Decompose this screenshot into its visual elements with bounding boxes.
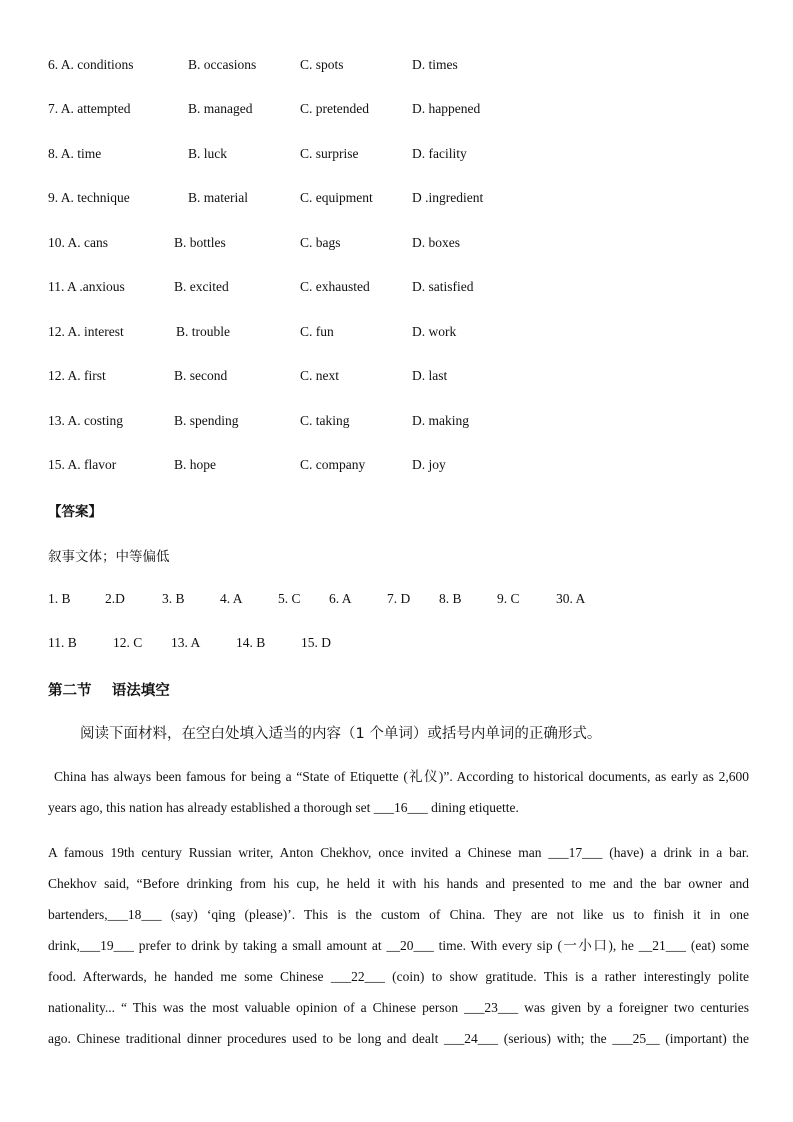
- answer-item: 9. C: [497, 591, 520, 606]
- answer-item: 7. D: [387, 591, 411, 606]
- passage-paragraph-2: [48, 837, 749, 1054]
- option-a: 7. A. attempted: [48, 101, 131, 116]
- option-a: 10. A. cans: [48, 235, 108, 250]
- answer-item: 11. B: [48, 635, 77, 650]
- option-a: 15. A. flavor: [48, 457, 117, 472]
- instruction: 阅读下面材料，在空白处填入适当的内容（1 个单词）或括号内单词的正确形式。: [80, 726, 602, 742]
- option-a: 12. A. interest: [48, 324, 124, 339]
- option-d: D .ingredient: [412, 190, 484, 205]
- option-a: 8. A. time: [48, 146, 102, 161]
- passage-line: ago. Chinese traditional dinner procedures used to be long and dealt ___24___ (serious) with; the ___25__ (important) the: [48, 1031, 749, 1046]
- option-a: 6. A. conditions: [48, 57, 134, 72]
- option-c: C. spots: [300, 57, 344, 72]
- option-b: B. trouble: [176, 324, 230, 339]
- passage-line: food. Afterwards, he handed me some Chinese ___22___ (coin) to show gratitude. This is a rather interestingly polite: [48, 969, 749, 984]
- section-title: 第二节 语法填空: [48, 683, 170, 699]
- option-d: D. boxes: [412, 235, 460, 250]
- option-c: C. bags: [300, 235, 341, 250]
- option-d: D. joy: [412, 457, 446, 472]
- answer-item: 12. C: [113, 635, 143, 650]
- option-d: D. last: [412, 368, 448, 383]
- option-d: D. facility: [412, 146, 467, 161]
- option-c: C. fun: [300, 324, 334, 339]
- option-d: D. happened: [412, 101, 481, 116]
- option-b: B. second: [174, 368, 228, 383]
- passage-line: bartenders,___18___ (say) ‘qing (please)’. This is the custom of China. They are not like us to finish it in one: [48, 907, 749, 922]
- answer-label: 【答案】: [48, 504, 102, 520]
- option-a: 11. A .anxious: [48, 279, 125, 294]
- option-c: C. taking: [300, 413, 350, 428]
- passage-line: Chekhov said, “Before drinking from his cup, he held it with his hands and presented to me and the bar owner and: [48, 876, 749, 891]
- answer-item: 5. C: [278, 591, 301, 606]
- answer-item: 30. A: [556, 591, 586, 606]
- option-b: B. bottles: [174, 235, 226, 250]
- option-b: B. excited: [174, 279, 229, 294]
- answer-item: 2.D: [105, 591, 125, 606]
- option-b: B. material: [188, 190, 248, 205]
- answer-item: 6. A: [329, 591, 352, 606]
- answer-item: 1. B: [48, 591, 71, 606]
- answer-item: 8. B: [439, 591, 462, 606]
- option-b: B. managed: [188, 101, 253, 116]
- option-d: D. work: [412, 324, 457, 339]
- option-c: C. surprise: [300, 146, 359, 161]
- option-b: B. occasions: [188, 57, 257, 72]
- option-c: C. exhausted: [300, 279, 370, 294]
- option-a: 12. A. first: [48, 368, 106, 383]
- answer-type: 叙事文体；中等偏低: [48, 549, 170, 565]
- option-a: 9. A. technique: [48, 190, 130, 205]
- answer-item: 4. A: [220, 591, 243, 606]
- passage-line: drink,___19___ prefer to drink by taking a small amount at __20___ time. With every sip (一小口), he __21___ (eat) some: [48, 938, 749, 953]
- option-c: C. equipment: [300, 190, 373, 205]
- passage-line: A famous 19th century Russian writer, Anton Chekhov, once invited a Chinese man ___17___ (have) a drink in a bar.: [48, 845, 749, 860]
- answer-item: 13. A: [171, 635, 201, 650]
- option-b: B. hope: [174, 457, 216, 472]
- option-b: B. luck: [188, 146, 227, 161]
- option-c: C. pretended: [300, 101, 369, 116]
- option-b: B. spending: [174, 413, 239, 428]
- answer-item: 15. D: [301, 635, 331, 650]
- passage-line: nationality... “ This was the most valuable opinion of a Chinese person ___23___ was given by a foreigner two centuries: [48, 1000, 749, 1015]
- passage-paragraph-1: [48, 761, 749, 823]
- passage-line: China has always been famous for being a “State of Etiquette (礼仪)”. According to historical documents, as early as 2,600: [54, 769, 749, 784]
- option-a: 13. A. costing: [48, 413, 124, 428]
- option-d: D. times: [412, 57, 458, 72]
- option-d: D. satisfied: [412, 279, 474, 294]
- passage-line: years ago, this nation has already established a thorough set ___16___ dining etiquette.: [48, 800, 519, 815]
- answer-item: 14. B: [236, 635, 266, 650]
- option-d: D. making: [412, 413, 469, 428]
- answer-item: 3. B: [162, 591, 185, 606]
- option-c: C. company: [300, 457, 366, 472]
- option-c: C. next: [300, 368, 339, 383]
